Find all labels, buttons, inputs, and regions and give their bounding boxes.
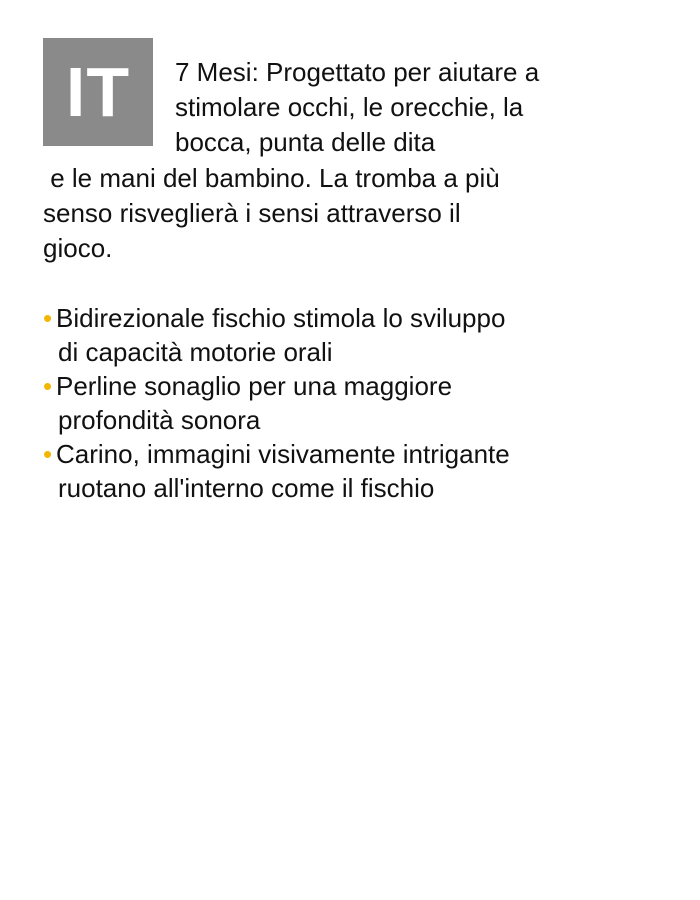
- intro-line: senso risveglierà i sensi attraverso il: [43, 198, 461, 228]
- intro-text-indented: [175, 55, 675, 160]
- feature-text-continued: profondità sonora: [58, 405, 261, 435]
- intro-line: 7 Mesi: Progettato per aiutare a: [175, 57, 540, 87]
- feature-text: Bidirezionale fischio stimola lo sviluppo: [56, 303, 506, 333]
- feature-list-item: [43, 369, 683, 437]
- intro-line: stimolare occhi, le orecchie, la: [175, 92, 524, 122]
- feature-text: Perline sonaglio per una maggiore: [56, 371, 453, 401]
- feature-text-continued: ruotano all'interno come il fischio: [58, 473, 435, 503]
- bullet-icon: •: [43, 371, 53, 401]
- intro-text-full: [43, 161, 683, 266]
- feature-line: [43, 369, 683, 403]
- feature-list: [43, 301, 683, 505]
- language-badge: IT: [43, 38, 153, 146]
- intro-line: gioco.: [43, 233, 113, 263]
- intro-line: e le mani del bambino. La tromba a più: [43, 163, 500, 193]
- bullet-icon: •: [43, 439, 53, 469]
- feature-text: Carino, immagini visivamente intrigante: [56, 439, 510, 469]
- feature-list-item: [43, 301, 683, 369]
- bullet-icon: •: [43, 303, 53, 333]
- feature-list-item: [43, 437, 683, 505]
- intro-line: bocca, punta delle dita: [175, 127, 436, 157]
- feature-line: [43, 437, 683, 471]
- feature-text-continued: di capacità motorie orali: [58, 337, 333, 367]
- feature-line: [43, 301, 683, 335]
